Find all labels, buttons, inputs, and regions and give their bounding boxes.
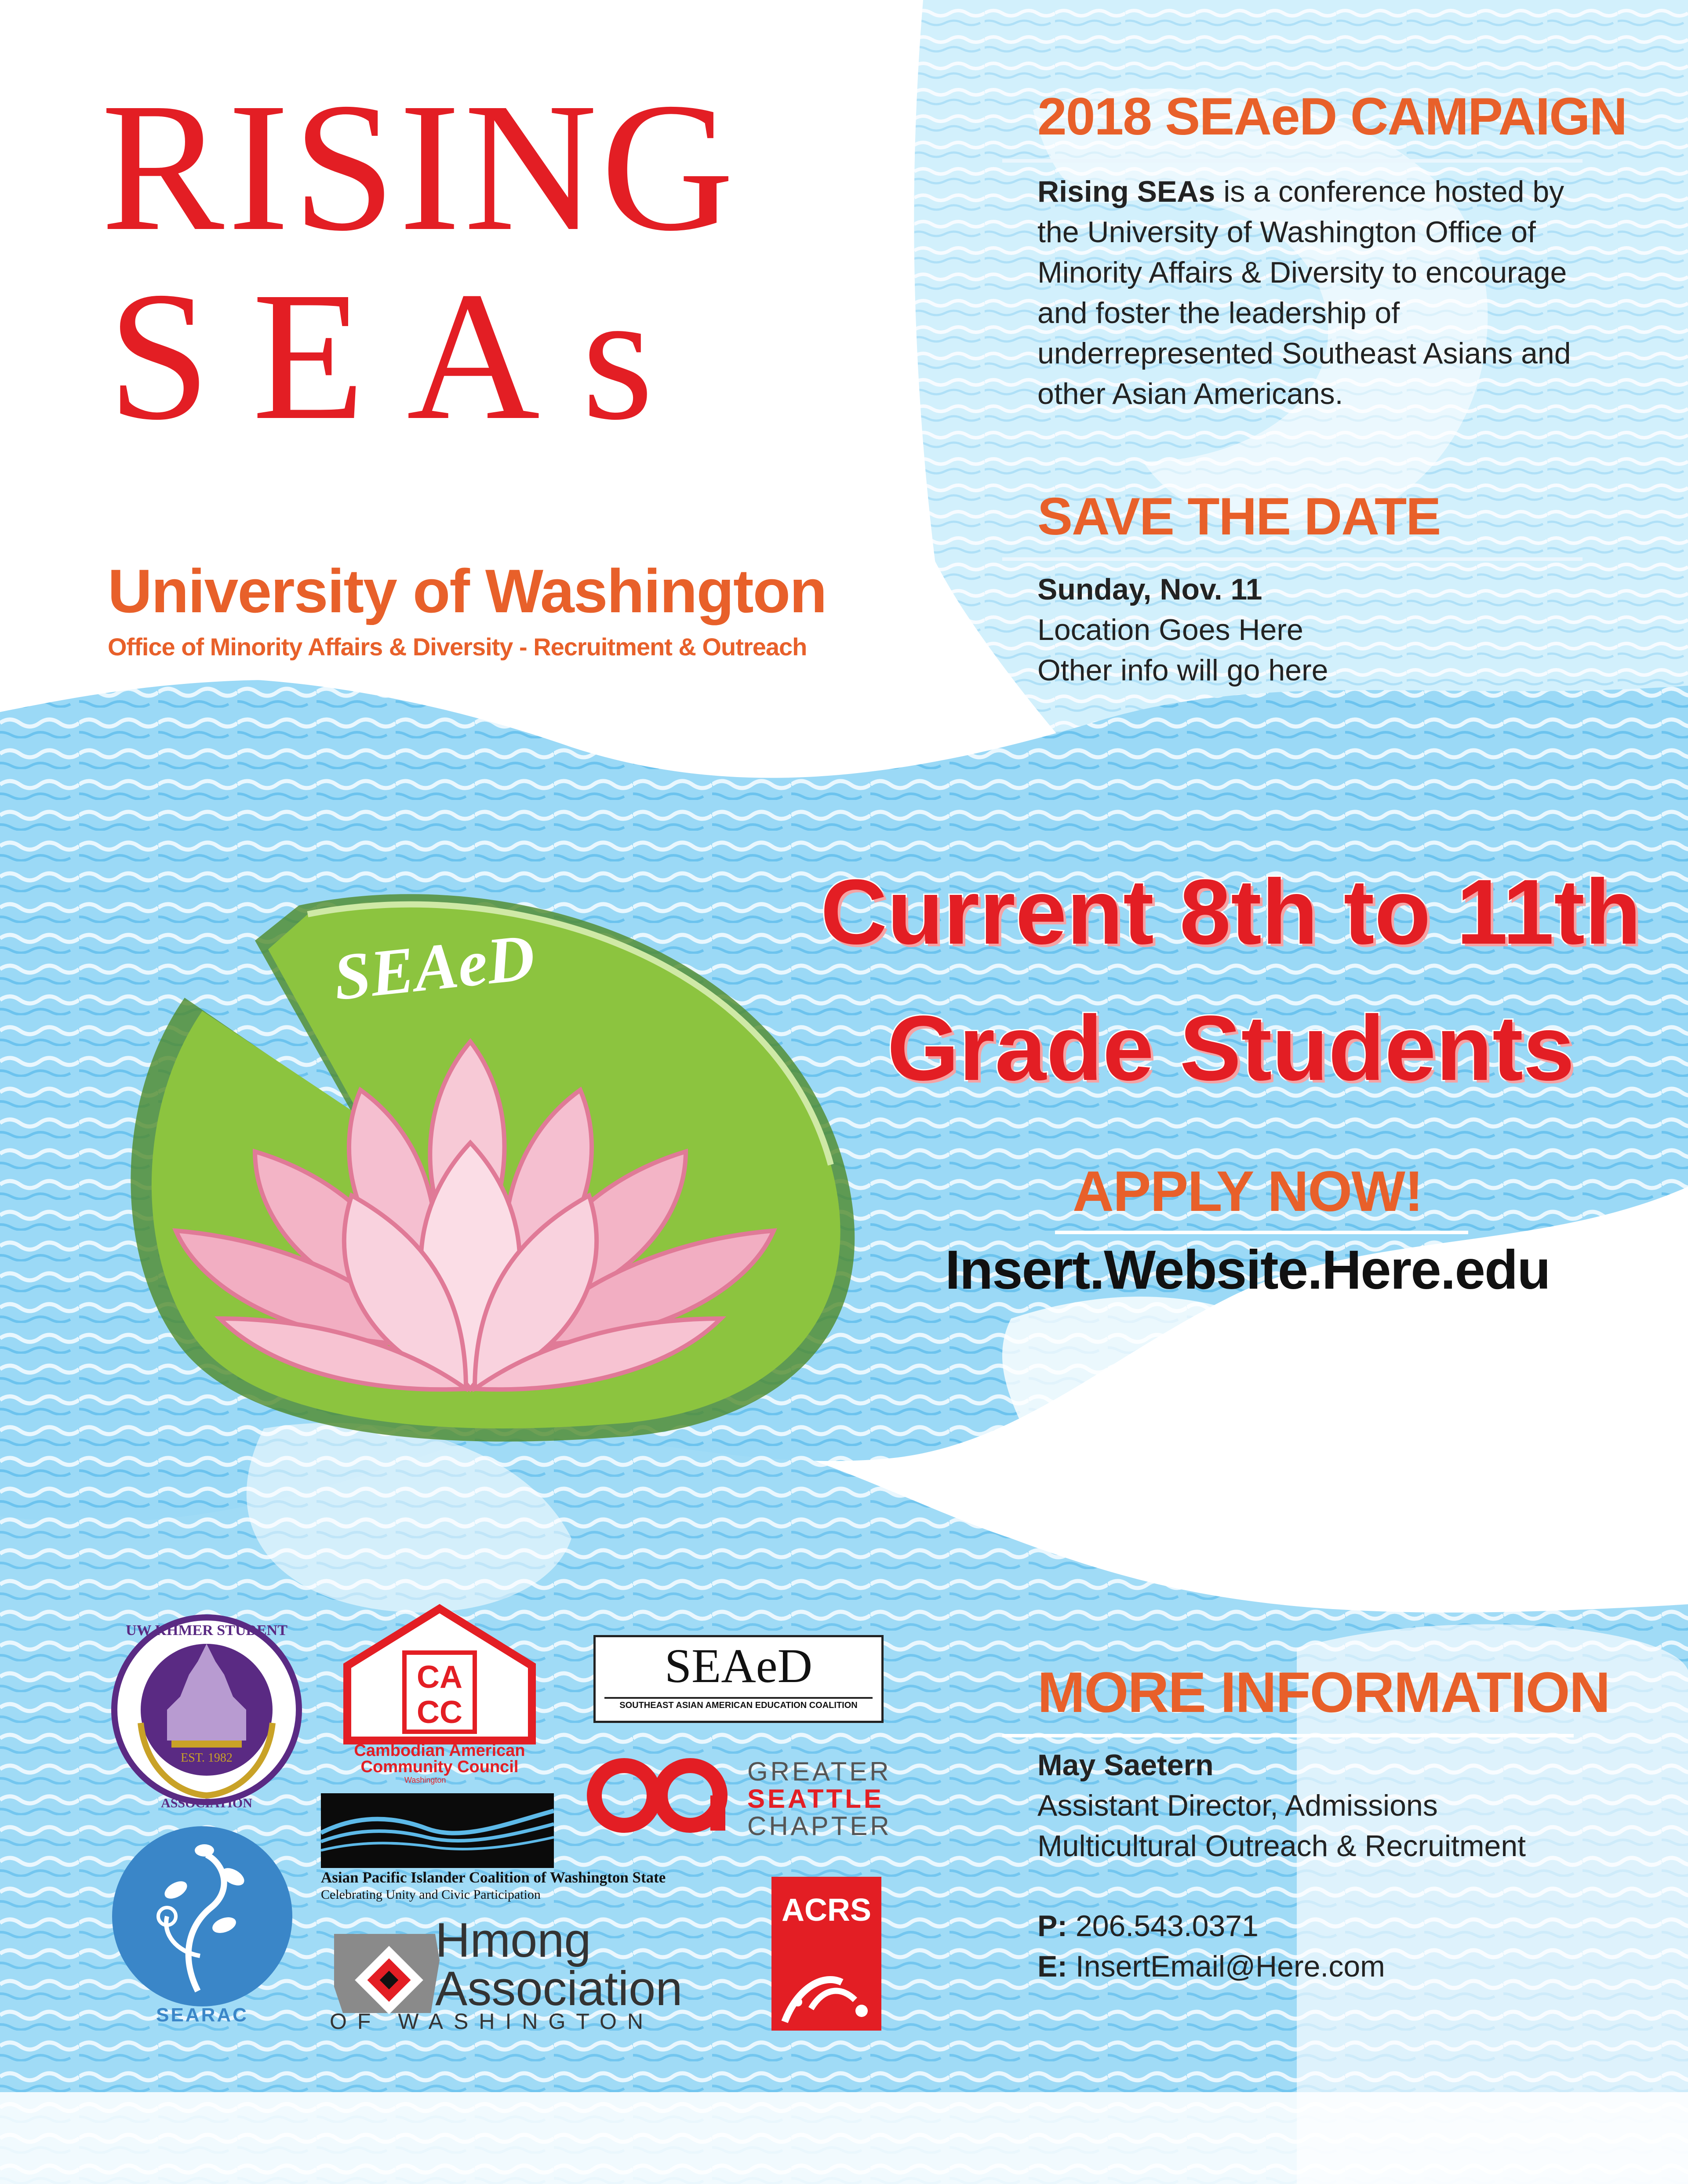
campaign-bold-lead: Rising SEAs [1037,175,1215,208]
phone-label: P: [1037,1909,1067,1943]
oca-logo-line-3: CHAPTER [747,1811,892,1841]
apply-heading: APPLY NOW! [1073,1159,1423,1223]
contact-email [1037,1946,1609,1987]
contact-block [1037,1745,1609,1987]
cacc-logo-name-1: Cambodian American [354,1741,525,1760]
seaed-coalition-logo [593,1635,884,1723]
apply-website[interactable]: Insert.Website.Here.edu [945,1239,1550,1301]
campaign-body [1037,171,1591,414]
title-rising: RISING [101,65,738,269]
event-location: Location Goes Here [1037,613,1303,647]
khmer-student-association-logo [106,1609,308,1811]
save-date-details [1037,569,1565,690]
university-name: University of Washington [108,556,826,625]
divider [1002,159,1582,163]
oca-logo-text [747,1758,892,1840]
email-label: E: [1037,1950,1067,1983]
seaed-coalition-name: SEAeD [664,1639,813,1693]
contact-role-2: Multicultural Outreach & Recruitment [1037,1829,1526,1863]
oca-logo [580,1754,756,1833]
seaed-coalition-sub: SOUTHEAST ASIAN AMERICAN EDUCATION COALITION [604,1697,873,1712]
campaign-text: is a conference hosted by the University of Washington Office of Minority Affairs & Diversity to encourage and foster the leadership of underrepresented Southeast Asians and other Asian Americans. [1037,175,1571,411]
audience-line-2: Grade Students [887,996,1575,1100]
divider [1055,1231,1468,1234]
contact-phone [1037,1906,1609,1946]
khmer-logo-top-text: UW KHMER STUDENT [126,1622,287,1639]
campaign-heading: 2018 SEAeD CAMPAIGN [1037,87,1627,146]
hmong-logo-line-2: Association [435,1962,683,2016]
cacc-logo-name-2: Community Council [360,1758,519,1776]
lily-logo-text: SEAeD [330,920,538,1014]
khmer-logo-bottom-text: ASSOCIATION [161,1796,252,1810]
event-other: Other info will go here [1037,654,1328,687]
cacc-logo-subtext: Washington [404,1776,446,1784]
audience-block [791,844,1670,1116]
contact-name: May Saetern [1037,1748,1214,1782]
hmong-logo-line-1: Hmong [435,1913,591,1967]
apic-wave-graphic [321,1793,554,1868]
searac-logo [110,1824,295,2026]
more-info-heading: MORE INFORMATION [1037,1660,1610,1724]
acrs-logo-text: ACRS [781,1893,872,1928]
searac-logo-text: SEARAC [156,2004,248,2026]
audience-line-1: Current 8th to 11th [820,860,1641,963]
apic-logo [321,1793,666,1902]
oca-logo-line-1: GREATER [747,1757,891,1786]
apic-logo-sub: Celebrating Unity and Civic Participation [321,1887,541,1902]
lotus-lilypad-illustration [88,879,879,1494]
hmong-logo-text [435,1913,683,2016]
title-seas: SEAs [108,254,695,458]
acrs-logo [771,1877,881,2031]
cacc-logo [338,1600,541,1776]
email-value[interactable]: InsertEmail@Here.com [1075,1950,1385,1983]
divider [1002,557,1582,561]
khmer-logo-est: EST. 1982 [181,1751,233,1765]
save-date-heading: SAVE THE DATE [1037,487,1441,546]
event-date: Sunday, Nov. 11 [1037,573,1262,606]
phone-value[interactable]: 206.543.0371 [1075,1909,1259,1943]
divider [1002,1734,1574,1737]
cacc-logo-line-2: CC [417,1695,462,1730]
contact-role-1: Assistant Director, Admissions [1037,1789,1438,1822]
cacc-logo-line-1: CA [417,1660,462,1695]
oca-logo-line-2: SEATTLE [747,1784,884,1813]
hmong-logo-line-3: OF WASHINGTON [330,2009,654,2034]
office-subtitle: Office of Minority Affairs & Diversity - Recruitment & Outreach [108,633,807,661]
apic-logo-name: Asian Pacific Islander Coalition of Washington State [321,1869,666,1886]
